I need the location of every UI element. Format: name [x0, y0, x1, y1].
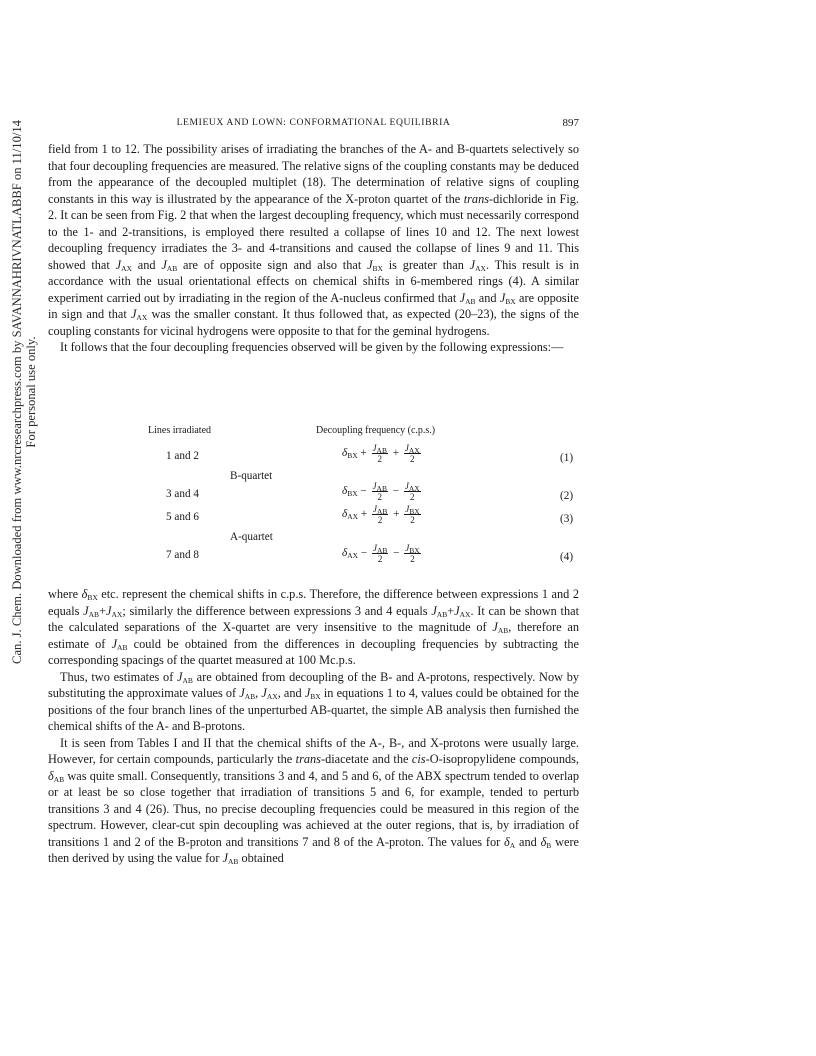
side-note-line1: Can. J. Chem. Downloaded from www.nrcresearchpress.com by SAVANNAHRIVNATLABBF on 11/10/14 — [10, 120, 24, 664]
paragraph-5: It is seen from Tables I and II that the chemical shifts of the A-, B-, and X-protons were usually large. However, for certain compounds, particularly the trans-diacetate and the cis-O-isopropylidene compounds, $\delta_{AB}$ was quite small. Consequently, transitions 3 and 4, and 5 and 6, of the ABX spectrum tended to overlap or at least be so close together that irradiation of transitions 5 and 6, for example, tended to perturb transitions 3 and 4 (26). Thus, no precise decoupling frequencies could be measured in this region of the spectrum. However, clear-cut spin decoupling was achieved at the outer regions, that is, by irradiation of transitions 1 and 2 of the B-proton and transitions 7 and 8 of the A-proton. The values for $\delta_A$ and $\delta_B$ were then derived by using the value for $J_{AB}$ obtained — [48, 735, 580, 866]
b-quartet-label: B-quartet — [230, 470, 273, 482]
paragraph-1: field from 1 to 12. The possibility arises of irradiating the branches of the A- and B-quartets selectively so that four decoupling frequencies are measured. The relative signs of the coupling constants may be deduced from the appearance of the decoupled multiplet (18). The determination of relative signs of coupling constants in this way is illustrated by the appearance of the X-proton quartet of the trans-dichloride in Fig. 2. It can be seen from Fig. 2 that when the largest decoupling frequency, which must necessarily correspond to the 1- and 2-transitions, is employed there resulted a collapse of lines 10 and 12. The next lowest decoupling frequency irradiates the 3- and 4-transitions and caused the collapse of lines 9 and 11. This showed that $J_{AX}$ and $J_{AB}$ are of opposite sign and also that $J_{BX}$ is greater than $J_{AX}$. This result is in accordance with the usual orientational effects on chemical shifts in 6-membered rings (4). A similar experiment carried out by irradiating in the region of the A-nucleus confirmed that $J_{AB}$ and $J_{BX}$ are opposite in sign and that $J_{AX}$ was the smaller constant. It thus followed that, as expected (20–23), the signs of the coupling constants for vicinal hydrogens were opposite to that for the geminal hydrogens. — [48, 142, 580, 338]
body-text-bottom — [48, 586, 579, 867]
running-title: LEMIEUX AND LOWN: CONFORMATIONAL EQUILIBRIA — [176, 117, 451, 128]
row2-lines: 3 and 4 — [166, 488, 199, 500]
row1-lines: 1 and 2 — [166, 450, 199, 462]
paragraph-4: Thus, two estimates of $J_{AB}$ are obtained from decoupling of the B- and A-protons, respectively. Now by substituting the approximate values of $J_{AB}$, $J_{AX}$, and $J_{BX}$ in equations 1 to 4, values could be obtained for the positions of the four branch lines of the unperturbed AB-quartet, the simple AB analysis then furnished the chemical shifts of the A- and B-protons. — [48, 669, 579, 733]
body-text-top — [48, 141, 579, 356]
equation-number-2: (2) — [560, 490, 574, 502]
paragraph-3: where $\delta_{BX}$ etc. represent the chemical shifts in c.p.s. Therefore, the difference between expressions 1 and 2 equals $J_{AB}+J_{AX}$; similarly the difference between expressions 3 and 4 equals $J_{AB}+J_{AX}$. It can be shown that the calculated separations of the X-quartet are very insensitive to the magnitude of $J_{AB}$, therefore an estimate of $J_{AB}$ could be obtained from the differences in decoupling frequencies by subtracting the corresponding spacings of the quartet measured at 100 Mc.p.s. — [48, 587, 579, 667]
equation-number-1: (1) — [560, 452, 574, 464]
row3-expression: $\delta_{AX}$ + $\frac{J_{AB}}{2}$ + $\frac{J_{BX}}{2}$ — [342, 504, 420, 525]
page-number: 897 — [562, 117, 579, 129]
side-note-line2: For personal use only. — [24, 336, 38, 448]
col-header-frequency: Decoupling frequency (c.p.s.) — [316, 425, 436, 436]
col-header-lines: Lines irradiated — [148, 425, 212, 436]
row2-expression: $\delta_{BX}$ − $\frac{J_{AB}}{2}$ − $\frac{J_{AX}}{2}$ — [342, 481, 420, 502]
equation-number-4: (4) — [560, 551, 574, 563]
row1-expression: $\delta_{BX}$ + $\frac{J_{AB}}{2}$ + $\frac{J_{AX}}{2}$ — [342, 443, 420, 464]
a-quartet-label: A-quartet — [230, 531, 273, 543]
row4-lines: 7 and 8 — [166, 549, 199, 561]
row4-expression: $\delta_{AX}$ − $\frac{J_{AB}}{2}$ − $\frac{J_{BX}}{2}$ — [342, 543, 420, 564]
paragraph-2: It follows that the four decoupling frequencies observed will be given by the following expressions:— — [60, 340, 564, 354]
row3-lines: 5 and 6 — [166, 511, 199, 523]
equation-number-3: (3) — [560, 513, 574, 525]
